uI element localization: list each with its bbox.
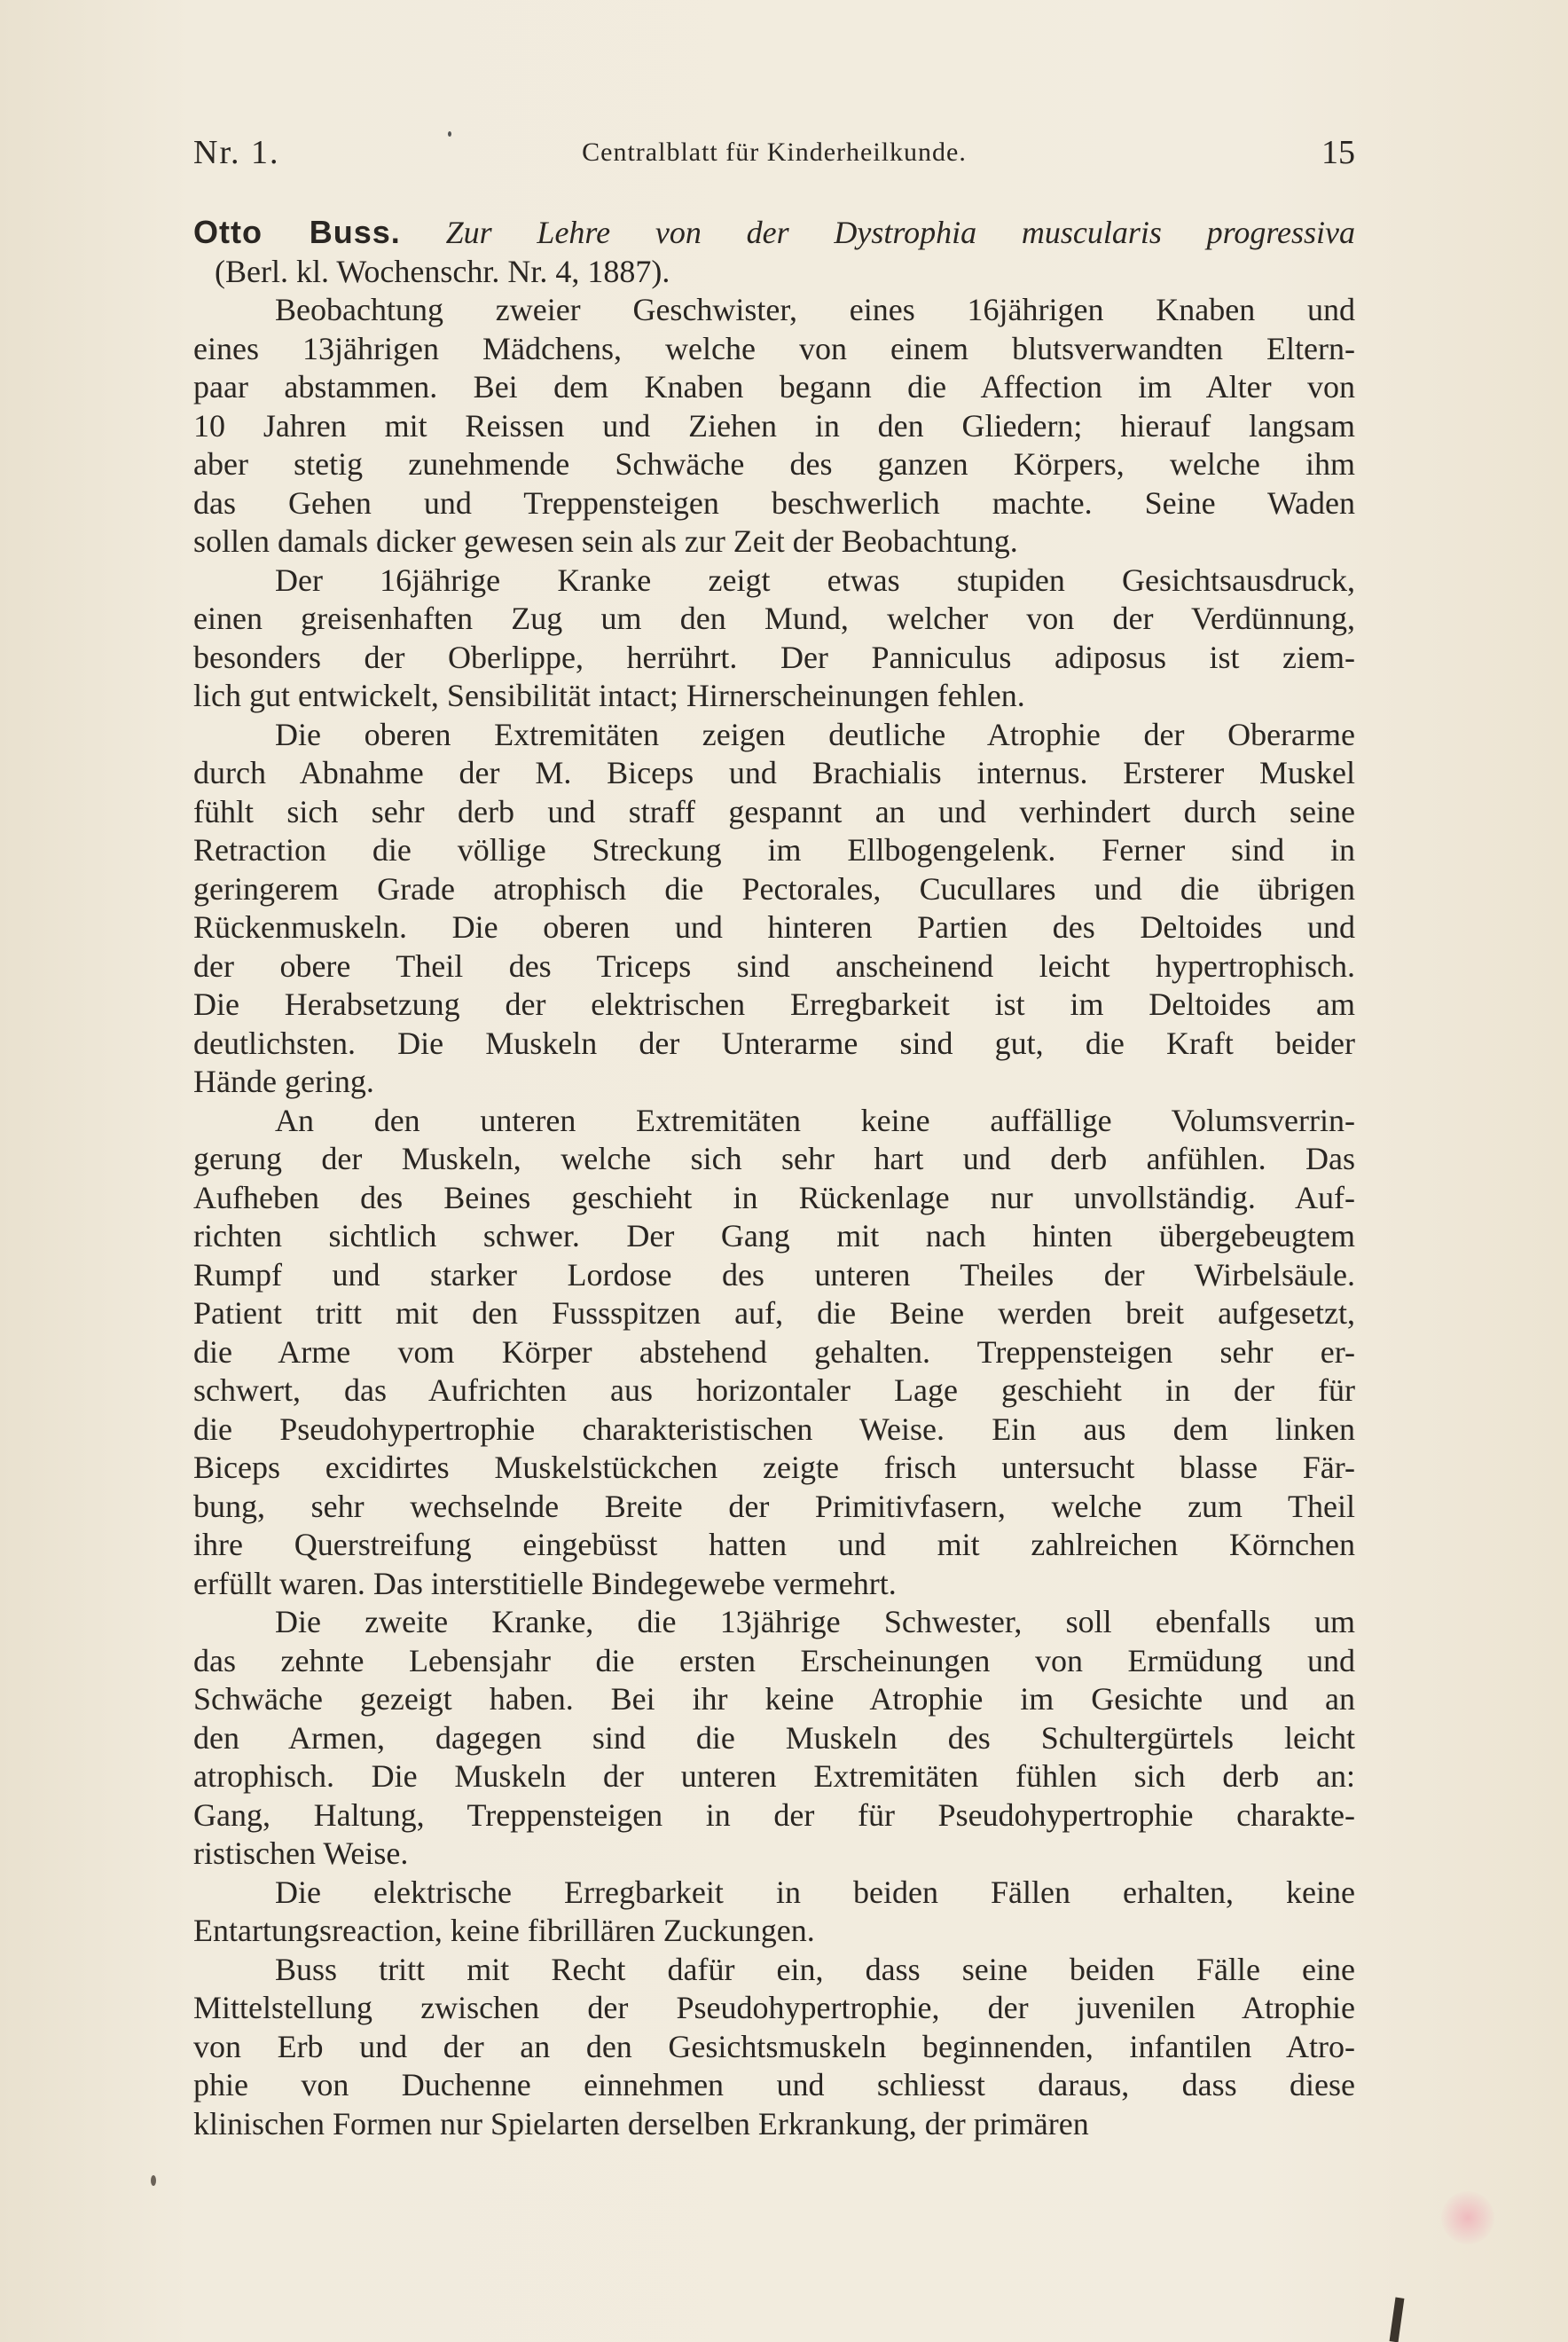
text-line: aber stetig zunehmende Schwäche des ganzen Körpers, welche ihm [193, 446, 1355, 482]
text-line: An den unteren Extremitäten keine auffällige Volumsverrin- [275, 1102, 1355, 1138]
text-line: richten sichtlich schwer. Der Gang mit nach hinten übergebeugtem [193, 1218, 1355, 1254]
page-number: 15 [1321, 134, 1355, 171]
text-line: ristischen Weise. [193, 1835, 409, 1871]
text-line: besonders der Oberlippe, herrührt. Der Panniculus adiposus ist ziem- [193, 639, 1355, 675]
paragraph-container [193, 291, 1355, 2143]
text-line: gerung der Muskeln, welche sich sehr hart und derb anfühlen. Das [193, 1141, 1355, 1176]
text-line: Mittelstellung zwischen der Pseudohypertrophie, der juvenilen Atrophie [193, 1990, 1355, 2025]
text-line: durch Abnahme der M. Biceps und Brachialis internus. Ersterer Muskel [193, 755, 1355, 790]
text-line: das zehnte Lebensjahr die ersten Erscheinungen von Ermüdung und [193, 1642, 1355, 1678]
text-line: Aufheben des Beines geschieht in Rückenlage nur unvollständig. Auf- [193, 1179, 1355, 1215]
text-line: bung, sehr wechselnde Breite der Primitivfasern, welche zum Theil [193, 1488, 1355, 1524]
text-line: Retraction die völlige Streckung im Ellbogengelenk. Ferner sind in [193, 832, 1355, 868]
text-line: Die oberen Extremitäten zeigen deutliche Atrophie der Oberarme [275, 716, 1355, 752]
text-line: ihre Querstreifung eingebüsst hatten und mit zahlreichen Körnchen [193, 1527, 1355, 1562]
text-line: Gang, Haltung, Treppensteigen in der für Pseudohypertrophie charakte- [193, 1796, 1355, 1833]
text-line: Rückenmuskeln. Die oberen und hinteren Partien des Deltoides und [193, 909, 1355, 945]
journal-title: Centralblatt für Kinderheilkunde. [582, 138, 967, 167]
text-line: einen greisenhaften Zug um den Mund, welcher von der Verdünnung, [193, 601, 1355, 636]
text-line: phie von Duchenne einnehmen und schliesst daraus, dass diese [193, 2067, 1355, 2102]
text-line: Beobachtung zweier Geschwister, eines 16jährigen Knaben und [275, 292, 1355, 327]
running-header [193, 133, 1355, 186]
text-line: klinischen Formen nur Spielarten derselben Erkrankung, der primären [193, 2105, 1089, 2142]
author-name: Otto Buss. [193, 214, 401, 250]
text-line: den Armen, dagegen sind die Muskeln des Schultergürtels leicht [193, 1719, 1355, 1756]
article-heading [193, 213, 1355, 253]
ink-smudge [1390, 2298, 1405, 2342]
text-line: schwert, das Aufrichten aus horizontaler Lage geschieht in der für [193, 1372, 1355, 1408]
text-line: lich gut entwickelt, Sensibilität intact; Hirnerscheinungen fehlen. [193, 678, 1025, 713]
text-line: paar abstammen. Bei dem Knaben begann die Affection im Alter von [193, 369, 1355, 405]
text-line: Der 16jährige Kranke zeigt etwas stupiden Gesichtsausdruck, [275, 562, 1355, 598]
text-line: Schwäche gezeigt haben. Bei ihr keine Atrophie im Gesichte und an [193, 1681, 1355, 1717]
text-line: Patient tritt mit den Fussspitzen auf, die Beine werden breit aufgesetzt, [193, 1295, 1355, 1331]
citation-line: (Berl. kl. Wochenschr. Nr. 4, 1887). [215, 253, 670, 289]
text-line: Buss tritt mit Recht dafür ein, dass seine beiden Fälle eine [275, 1951, 1355, 1987]
citation [193, 253, 1355, 292]
text-line: das Gehen und Treppensteigen beschwerlich machte. Seine Waden [193, 484, 1355, 521]
text-line: erfüllt waren. Das interstitielle Bindegewebe vermehrt. [193, 1565, 897, 1601]
text-line: Die elektrische Erregbarkeit in beiden Fällen erhalten, keine [275, 1874, 1355, 1910]
text-line: fühlt sich sehr derb und straff gespannt an und verhindert durch seine [193, 793, 1355, 829]
text-line: sollen damals dicker gewesen sein als zur Zeit der Beobachtung. [193, 523, 1018, 559]
text-line: eines 13jährigen Mädchens, welche von einem blutsverwandten Eltern- [193, 330, 1355, 366]
text-line: Hände gering. [193, 1064, 374, 1099]
text-line: die Arme vom Körper abstehend gehalten. Treppensteigen sehr er- [193, 1333, 1355, 1370]
ink-speck [151, 2175, 156, 2186]
text-line: Rumpf und starker Lordose des unteren Theiles der Wirbelsäule. [193, 1256, 1355, 1293]
text-line: geringerem Grade atrophisch die Pectorales, Cucullares und die übrigen [193, 870, 1355, 907]
text-line: Entartungsreaction, keine fibrillären Zuckungen. [193, 1913, 815, 1948]
text-line: deutlichsten. Die Muskeln der Unterarme sind gut, die Kraft beider [193, 1025, 1355, 1061]
text-line: Biceps excidirtes Muskelstückchen zeigte frisch untersucht blasse Fär- [193, 1450, 1355, 1485]
article-body [193, 213, 1355, 2143]
text-line: die Pseudohypertrophie charakteristischen Weise. Ein aus dem linken [193, 1411, 1355, 1447]
text-line: atrophisch. Die Muskeln der unteren Extremitäten fühlen sich derb an: [193, 1758, 1355, 1794]
article-title: Zur Lehre von der Dystrophia muscularis progressiva [445, 215, 1355, 250]
text-line: von Erb und der an den Gesichtsmuskeln beginnenden, infantilen Atro- [193, 2028, 1355, 2064]
pink-stain [1441, 2191, 1494, 2244]
text-line: 10 Jahren mit Reissen und Ziehen in den Gliedern; hierauf langsam [193, 407, 1355, 444]
issue-number: Nr. 1. [193, 134, 280, 171]
text-line: Die Herabsetzung der elektrischen Erregbarkeit ist im Deltoides am [193, 986, 1355, 1022]
text-line: Die zweite Kranke, die 13jährige Schwester, soll ebenfalls um [275, 1604, 1355, 1639]
ink-speck [448, 131, 451, 137]
text-line: der obere Theil des Triceps sind anscheinend leicht hypertrophisch. [193, 947, 1355, 984]
